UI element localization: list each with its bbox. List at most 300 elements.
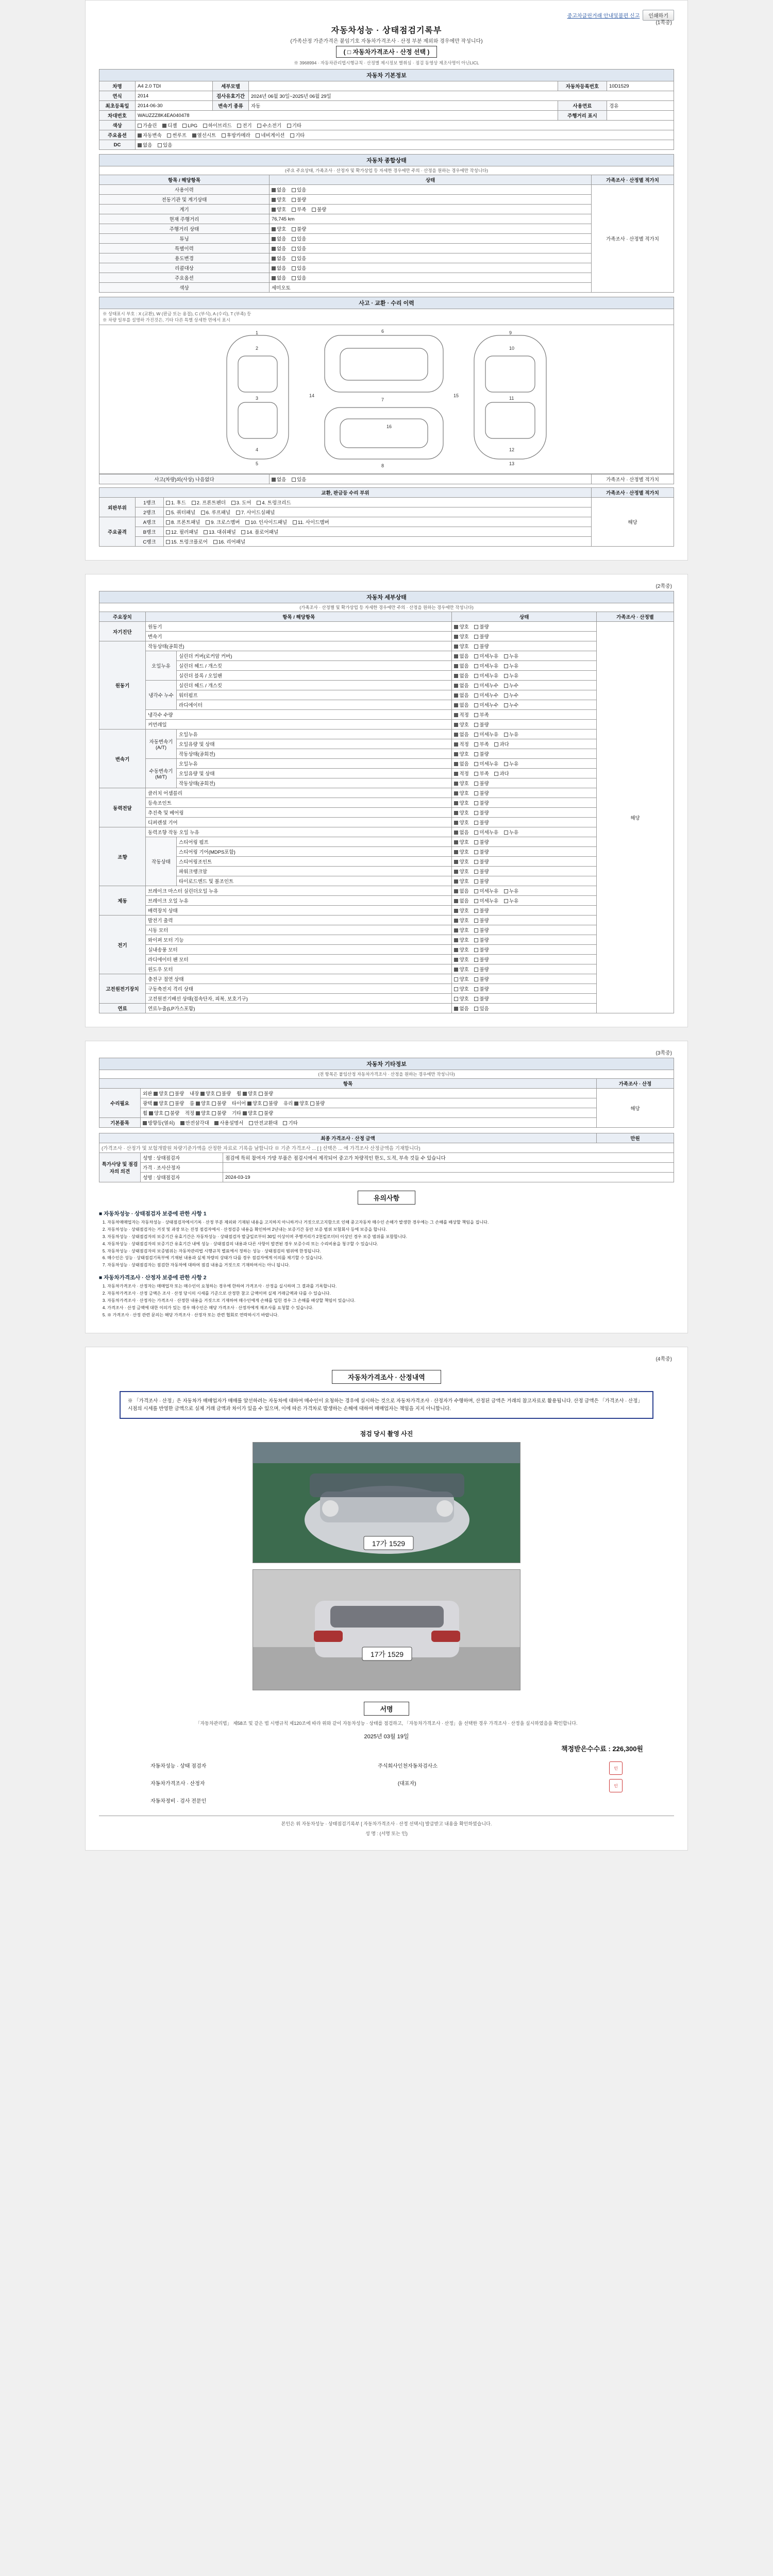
table-row (99, 121, 674, 130)
repair-items-B[interactable] (164, 527, 592, 537)
opt-d61-0[interactable]: 양호 (454, 926, 468, 934)
opt-o13[interactable]: 유리 양호 불량 (283, 1101, 325, 1107)
condition-label-1: 전동기관 및 계기상태 (99, 195, 270, 205)
opt-d32-1[interactable]: 불량 (474, 809, 489, 816)
opt-c0-1[interactable]: 있음 (292, 186, 306, 193)
opt-r1-0[interactable]: 1. 후드 (166, 499, 186, 506)
opt-c9-1[interactable]: 있음 (292, 274, 306, 281)
table-row (99, 720, 674, 730)
condition-label-9: 주요옵션 (99, 273, 270, 283)
opt-d20-1[interactable]: 미세누유 (474, 731, 498, 738)
opt-fuel-4[interactable]: 전기 (237, 122, 251, 129)
opt-fuel-5[interactable]: 수소전기 (257, 122, 281, 129)
opt-d61-1[interactable]: 불량 (474, 926, 489, 934)
opt-d23-0[interactable]: 없음 (454, 760, 468, 767)
fuel-option-group[interactable] (136, 121, 674, 130)
table-row (99, 1133, 674, 1143)
opt-d71-0[interactable]: 양호 (454, 985, 468, 992)
condition-label-2: 계기 (99, 205, 270, 214)
detail-opts-0-1[interactable] (452, 632, 597, 641)
detail-group-fuel: 연료 (99, 1004, 146, 1013)
opt-d15-1[interactable]: 미세누수 (474, 691, 498, 699)
terms-list-2 (107, 1283, 674, 1318)
page-toolbar (99, 10, 674, 21)
opt-d21-1[interactable]: 부족 (474, 740, 489, 748)
opt-d42-1[interactable]: 불량 (474, 848, 489, 855)
terms-item: 3. 자동차성능 · 상태점검자의 보증기간 유효기간은 자동차성능 · 상태점검자 발급일로부터 30일 이상이며 주행거리가 2천킬로미터 이상인 경우 보증 범위를 포함합니다. (107, 1234, 674, 1240)
signature-note: 「자동차관리법」 제58조 및 같은 법 시행규칙 제120조에 따라 위와 같이 자동차성능 · 상태를 점검하고, 「자동차가격조사 · 산정」을 선택한 경우 가격조사 · 산정을 실시하였음을 확인합니다. (195, 1721, 578, 1726)
opt-d64-1[interactable]: 불량 (474, 956, 489, 963)
condition-label-4: 주행거리 상태 (99, 224, 270, 234)
other-items-1[interactable] (141, 1098, 597, 1108)
opt-d64-0[interactable]: 양호 (454, 956, 468, 963)
opt-d01-0[interactable]: 양호 (454, 633, 468, 640)
dc-option-group[interactable] (136, 140, 674, 150)
opt-o11[interactable]: 룸 양호 불량 (190, 1101, 227, 1107)
accident-legend-table (99, 474, 674, 484)
detail-opts-5-0[interactable] (452, 886, 597, 896)
opt-acc-5[interactable]: 기타 (290, 131, 305, 139)
detail-sub-manual: 수동변속기(M/T) (146, 759, 177, 788)
detail-opts-5-1[interactable] (452, 896, 597, 906)
signer-row-1 (130, 1759, 643, 1777)
opt-c1-1[interactable]: 불량 (292, 196, 306, 203)
opt-o10[interactable]: 광택 양호 불량 (143, 1101, 184, 1107)
opt-d21-0[interactable]: 적정 (454, 740, 468, 748)
opt-acc-3[interactable]: 후방카메라 (222, 131, 250, 139)
opt-c5-0[interactable]: 없음 (272, 235, 286, 242)
opt-d12-1[interactable]: 미세누유 (474, 662, 498, 669)
table-row (99, 867, 674, 876)
condition-opts-7[interactable] (270, 253, 592, 263)
condition-section-title: 자동차 종합상태 (99, 154, 674, 166)
opt-d65-0[interactable]: 양호 (454, 965, 468, 973)
table-row (99, 837, 674, 847)
opt-d30-1[interactable]: 불량 (474, 789, 489, 796)
opt-r2-1[interactable]: 6. 루프패널 (201, 509, 230, 516)
detail-sub-auto: 자동변속기(A/T) (146, 730, 177, 759)
table-row (99, 857, 674, 867)
opt-d40-1[interactable]: 미세누유 (474, 828, 498, 836)
opt-c7-0[interactable]: 없음 (272, 255, 286, 262)
svg-text:12: 12 (509, 447, 515, 452)
opt-d12-0[interactable]: 없음 (454, 662, 468, 669)
opt-r1-2[interactable]: 3. 도어 (231, 499, 251, 506)
opt-c8-1[interactable]: 있음 (292, 264, 306, 272)
opt-d15-0[interactable]: 없음 (454, 691, 468, 699)
valuation-v-1 (223, 1163, 674, 1173)
opt-d42-0[interactable]: 양호 (454, 848, 468, 855)
opt-d80-0[interactable]: 없음 (454, 1005, 468, 1012)
table-row (99, 955, 674, 964)
opt-acc-none[interactable]: 없음 (272, 476, 286, 483)
opt-r1-3[interactable]: 4. 트렁크리드 (257, 499, 291, 506)
document-reference: ※ 3968994 · 자동차관리법시행규칙 · 산정별 제시정보 별취심 · 점검 동영상 제조사명이 아닌LICL (294, 60, 479, 65)
opt-d20-0[interactable]: 없음 (454, 731, 468, 738)
other-items-0[interactable] (141, 1089, 597, 1098)
opt-d11-1[interactable]: 미세누유 (474, 652, 498, 659)
condition-opts-4[interactable] (270, 224, 592, 234)
opt-d10-0[interactable]: 양호 (454, 642, 468, 650)
opt-o33[interactable]: 안전교환대 (249, 1119, 278, 1126)
label-options: 주요옵션 (99, 130, 136, 140)
detail-opts-2-3[interactable] (452, 759, 597, 769)
detail-opts-4-3[interactable] (452, 857, 597, 867)
opt-c4-0[interactable]: 양호 (272, 225, 286, 232)
detail-opts-6-5[interactable] (452, 964, 597, 974)
detail-opts-1-2[interactable] (452, 661, 597, 671)
opt-acc-2[interactable]: 열선시트 (192, 131, 216, 139)
accident-legend-opts[interactable] (270, 474, 592, 484)
opt-c7-1[interactable]: 있음 (292, 255, 306, 262)
opt-o30[interactable]: 방향등(열쇠) (143, 1119, 175, 1126)
opt-d72-0[interactable]: 양호 (454, 995, 468, 1002)
opt-d44-0[interactable]: 양호 (454, 868, 468, 875)
detail-sub-steering-op: 작동상태 (146, 837, 177, 886)
table-row (99, 827, 674, 837)
condition-opts-6[interactable] (270, 244, 592, 253)
opt-o20[interactable]: 휠 양호 불량 (143, 1111, 180, 1116)
detail-opts-2-2[interactable] (452, 749, 597, 759)
detail-opts-1-7[interactable] (452, 710, 597, 720)
table-row (99, 537, 674, 547)
detail-opts-0-0[interactable] (452, 622, 597, 632)
car-damage-diagram[interactable] (99, 325, 674, 474)
opt-d65-1[interactable]: 불량 (474, 965, 489, 973)
opt-d20-2[interactable]: 누유 (504, 731, 518, 738)
opt-d63-1[interactable]: 불량 (474, 946, 489, 953)
opt-d13-1[interactable]: 미세누유 (474, 672, 498, 679)
opt-r2-2[interactable]: 7. 사이드실패널 (236, 509, 275, 516)
detail-item-1-7: 냉각수 수량 (146, 710, 452, 720)
table-row (99, 964, 674, 974)
table-row (99, 788, 674, 798)
opt-o32[interactable]: 사용설명서 (214, 1119, 243, 1126)
opt-d62-1[interactable]: 불량 (474, 936, 489, 943)
detail-opts-1-3[interactable] (452, 671, 597, 681)
opt-d24-2[interactable]: 과다 (494, 770, 509, 777)
opt-o34[interactable]: 기타 (283, 1119, 297, 1126)
opt-d23-2[interactable]: 누유 (504, 760, 518, 767)
opt-d16-2[interactable]: 누수 (504, 701, 518, 708)
opt-d50-1[interactable]: 미세누유 (474, 887, 498, 894)
opt-d12-2[interactable]: 누유 (504, 662, 518, 669)
opt-d25-1[interactable]: 불량 (474, 779, 489, 787)
opt-d33-0[interactable]: 양호 (454, 819, 468, 826)
valuation-label: 특가사당 및 점검자의 의견 (99, 1153, 141, 1182)
opt-d32-0[interactable]: 양호 (454, 809, 468, 816)
table-row (99, 700, 674, 710)
detail-opts-1-6[interactable] (452, 700, 597, 710)
opt-d00-1[interactable]: 불량 (474, 623, 489, 630)
opt-d70-0[interactable]: 양호 (454, 975, 468, 982)
opt-rA-2[interactable]: 10. 인사이드패널 (245, 518, 287, 526)
detail-opts-4-4[interactable] (452, 867, 597, 876)
opt-d51-2[interactable]: 누유 (504, 897, 518, 904)
svg-text:2: 2 (256, 346, 259, 351)
detail-opts-6-4[interactable] (452, 955, 597, 964)
opt-d18-0[interactable]: 양호 (454, 721, 468, 728)
detail-opts-6-1[interactable] (452, 925, 597, 935)
condition-col-1: 상태 (270, 175, 592, 185)
repair-right-head: 가족조사 · 산정별 적가치 (592, 488, 674, 498)
detail-opts-7-1[interactable] (452, 984, 597, 994)
opt-c0-0[interactable]: 없음 (272, 186, 286, 193)
opt-d45-1[interactable]: 불량 (474, 877, 489, 885)
opt-d24-0[interactable]: 적정 (454, 770, 468, 777)
opt-d33-1[interactable]: 불량 (474, 819, 489, 826)
opt-d11-2[interactable]: 누유 (504, 652, 518, 659)
terms-item: 5. 자동차성능 · 상태점검자의 보증범위는 자동차관리법 시행규칙 별표에서 정하는 성능 · 상태점검의 범위에 한정됩니다. (107, 1248, 674, 1255)
opt-o01[interactable]: 내장 양호 불량 (190, 1091, 231, 1097)
detail-opts-1-4[interactable] (452, 681, 597, 690)
opt-d15-2[interactable]: 누수 (504, 691, 518, 699)
condition-opts-9[interactable] (270, 273, 592, 283)
table-row (99, 1153, 674, 1163)
repair-items-1[interactable] (164, 498, 592, 507)
opt-d14-0[interactable]: 없음 (454, 682, 468, 689)
condition-opts-1[interactable] (270, 195, 592, 205)
opt-c5-1[interactable]: 있음 (292, 235, 306, 242)
opt-fuel-0[interactable]: 가솔린 (138, 122, 157, 129)
opt-o00[interactable]: 외판 양호 불량 (143, 1091, 184, 1097)
opt-o31[interactable]: 안전삼각대 (180, 1119, 209, 1126)
detail-opts-1-8[interactable] (452, 720, 597, 730)
condition-opts-0[interactable] (270, 185, 592, 195)
repair-tier-2: 2랭크 (136, 507, 164, 517)
opt-d17-1[interactable]: 부족 (474, 711, 489, 718)
opt-fuel-6[interactable]: 기타 (287, 122, 301, 129)
price-page-title: 자동차가격조사 · 산정내역 (332, 1370, 441, 1384)
opt-d60-1[interactable]: 불량 (474, 917, 489, 924)
opt-rC-0[interactable]: 15. 트렁크플로어 (166, 538, 208, 545)
opt-dc-0[interactable]: 없음 (138, 141, 152, 148)
repair-items-C[interactable] (164, 537, 592, 547)
opt-d14-1[interactable]: 미세누수 (474, 682, 498, 689)
detail-opts-2-5[interactable] (452, 778, 597, 788)
opt-acc-yes[interactable]: 있음 (292, 476, 306, 483)
opt-rA-1[interactable]: 9. 크로스멤버 (206, 518, 240, 526)
opt-d24-1[interactable]: 부족 (474, 770, 489, 777)
clean-trade-link[interactable]: 중고차클린거래 안내및불편 신고 (567, 13, 640, 19)
condition-col-0: 항목 / 해당항목 (99, 175, 270, 185)
detail-opts-7-0[interactable] (452, 974, 597, 984)
opt-c6-0[interactable]: 없음 (272, 245, 286, 252)
condition-opts-8[interactable] (270, 263, 592, 273)
detail-opts-3-0[interactable] (452, 788, 597, 798)
opt-fuel-1[interactable]: 디젤 (162, 122, 177, 129)
opt-d44-1[interactable]: 불량 (474, 868, 489, 875)
other-items-3[interactable] (141, 1118, 597, 1128)
table-row (99, 527, 674, 537)
detail-group-steering: 조향 (99, 827, 146, 886)
opt-d16-1[interactable]: 미세누수 (474, 701, 498, 708)
condition-label-0: 사용이력 (99, 185, 270, 195)
detail-group-power: 동력전달 (99, 788, 146, 827)
opt-o21[interactable]: 적정 양호 불량 (184, 1111, 227, 1116)
opt-c1-0[interactable]: 양호 (272, 196, 286, 203)
detail-opts-3-3[interactable] (452, 818, 597, 827)
condition-opts-5[interactable] (270, 234, 592, 244)
opt-c2-1[interactable]: 부족 (292, 206, 306, 213)
terms-heading-2: ■ 자동차가격조사 · 산정자 보증에 관한 사항 2 (99, 1275, 207, 1281)
repair-section-title: 교환, 판금등 수리 부위 (99, 488, 592, 498)
opt-dc-1[interactable]: 있음 (158, 141, 172, 148)
opt-c4-1[interactable]: 불량 (292, 225, 306, 232)
repair-items-2[interactable] (164, 507, 592, 517)
opt-d71-1[interactable]: 불량 (474, 985, 489, 992)
opt-d72-1[interactable]: 불량 (474, 995, 489, 1002)
valuation-table (99, 1133, 674, 1182)
opt-d23-1[interactable]: 미세누유 (474, 760, 498, 767)
detail-sub-oilleak: 오일누유 (146, 651, 177, 681)
opt-rB-2[interactable]: 14. 플로어패널 (241, 528, 278, 535)
detail-group-transmission: 변속기 (99, 730, 146, 788)
opt-d30-0[interactable]: 양호 (454, 789, 468, 796)
signer-assoc-2: (대표자) (397, 1781, 416, 1787)
other-items-2[interactable] (141, 1108, 597, 1118)
detail-opts-4-1[interactable] (452, 837, 597, 847)
opt-fuel-2[interactable]: LPG (182, 123, 197, 129)
valuation-title: 최종 가격조사 · 산정 금액 (99, 1133, 597, 1143)
opt-r2-0[interactable]: 5. 쿼터패널 (166, 509, 195, 516)
repair-tier-1: 1랭크 (136, 498, 164, 507)
opt-d62-0[interactable]: 양호 (454, 936, 468, 943)
opt-d13-0[interactable]: 없음 (454, 672, 468, 679)
detail-opts-2-1[interactable] (452, 739, 597, 749)
detail-opts-6-3[interactable] (452, 945, 597, 955)
detail-opts-4-2[interactable] (452, 847, 597, 857)
detail-item-1-6: 라디에이터 (177, 700, 452, 710)
opt-acc-4[interactable]: 네비게이션 (256, 131, 284, 139)
opt-c9-0[interactable]: 없음 (272, 274, 286, 281)
opt-d21-2[interactable]: 과다 (494, 740, 509, 748)
opt-d22-1[interactable]: 불량 (474, 750, 489, 757)
opt-d63-0[interactable]: 양호 (454, 946, 468, 953)
opt-d10-1[interactable]: 불량 (474, 642, 489, 650)
detail-opts-4-5[interactable] (452, 876, 597, 886)
table-row (99, 710, 674, 720)
opt-acc-1[interactable]: 썬루프 (167, 131, 187, 139)
opt-o12[interactable]: 타이어 양호 불량 (231, 1101, 278, 1107)
opt-d01-1[interactable]: 불량 (474, 633, 489, 640)
opt-d50-2[interactable]: 누유 (504, 887, 518, 894)
opt-d40-2[interactable]: 누유 (504, 828, 518, 836)
opt-o02[interactable]: 휠 양호 불량 (237, 1091, 274, 1097)
opt-d51-1[interactable]: 미세누유 (474, 897, 498, 904)
opt-d31-1[interactable]: 불량 (474, 799, 489, 806)
detail-opts-3-1[interactable] (452, 798, 597, 808)
svg-text:4: 4 (256, 447, 259, 452)
opt-d80-1[interactable]: 있음 (474, 1005, 489, 1012)
opt-rA-0[interactable]: 8. 프론트패널 (166, 518, 200, 526)
svg-text:10: 10 (509, 346, 515, 351)
table-row (99, 488, 674, 498)
table-row (99, 283, 674, 293)
other-right-value: 해당 (597, 1089, 674, 1128)
opt-d51-0[interactable]: 없음 (454, 897, 468, 904)
opt-d41-1[interactable]: 불량 (474, 838, 489, 845)
detail-item-7-0: 충전구 절연 상태 (146, 974, 452, 984)
detail-opts-6-2[interactable] (452, 935, 597, 945)
opt-d43-1[interactable]: 불량 (474, 858, 489, 865)
opt-d31-0[interactable]: 양호 (454, 799, 468, 806)
opt-rB-0[interactable]: 12. 필러패널 (166, 528, 198, 535)
opt-d52-1[interactable]: 불량 (474, 907, 489, 914)
detail-opts-2-0[interactable] (452, 730, 597, 739)
opt-d17-0[interactable]: 적정 (454, 711, 468, 718)
table-row (99, 1118, 674, 1128)
repair-items-A[interactable] (164, 517, 592, 527)
opt-rA-3[interactable]: 11. 사이드멤버 (293, 518, 329, 526)
condition-opts-2[interactable] (270, 205, 592, 214)
opt-d52-0[interactable]: 양호 (454, 907, 468, 914)
table-row (99, 945, 674, 955)
detail-opts-8-0[interactable] (452, 1004, 597, 1013)
detail-opts-2-4[interactable] (452, 769, 597, 778)
opt-d43-0[interactable]: 양호 (454, 858, 468, 865)
opt-d00-0[interactable]: 양호 (454, 623, 468, 630)
detail-item-2-3: 오일누유 (177, 759, 452, 769)
opt-o22[interactable]: 기타 양호 불량 (231, 1111, 274, 1116)
opt-acc-0[interactable]: 자동변속 (138, 131, 162, 139)
opt-d25-0[interactable]: 양호 (454, 779, 468, 787)
detail-opts-1-5[interactable] (452, 690, 597, 700)
valuation-k1-2: 성명 : 상태점검자 (141, 1173, 223, 1182)
opt-d22-0[interactable]: 양호 (454, 750, 468, 757)
price-survey-checkbox-title[interactable]: ( □ 자동차가격조사 · 산정 선택 ) (336, 46, 438, 58)
detail-opts-7-2[interactable] (452, 994, 597, 1004)
opt-fuel-3[interactable]: 하이브리드 (203, 122, 232, 129)
opt-d13-2[interactable]: 누유 (504, 672, 518, 679)
condition-table (99, 175, 674, 293)
opt-d45-0[interactable]: 양호 (454, 877, 468, 885)
opt-d60-0[interactable]: 양호 (454, 917, 468, 924)
detail-opts-1-0[interactable] (452, 641, 597, 651)
table-row (99, 974, 674, 984)
repair-right-value: 해당 (592, 498, 674, 547)
opt-d11-0[interactable]: 없음 (454, 652, 468, 659)
detail-opts-4-0[interactable] (452, 827, 597, 837)
opt-r1-1[interactable]: 2. 프론트펜더 (192, 499, 226, 506)
detail-opts-3-2[interactable] (452, 808, 597, 818)
svg-text:5: 5 (256, 461, 259, 466)
detail-opts-5-2[interactable] (452, 906, 597, 916)
condition-label-5: 튜닝 (99, 234, 270, 244)
opt-d14-2[interactable]: 누수 (504, 682, 518, 689)
opt-d70-1[interactable]: 불량 (474, 975, 489, 982)
table-row (99, 214, 674, 224)
opt-c2-2[interactable]: 불량 (312, 206, 326, 213)
detail-opts-1-1[interactable] (452, 651, 597, 661)
detail-opts-6-0[interactable] (452, 916, 597, 925)
opt-c6-1[interactable]: 있음 (292, 245, 306, 252)
opt-d40-0[interactable]: 없음 (454, 828, 468, 836)
opt-rC-1[interactable]: 16. 리어패널 (213, 538, 246, 545)
opt-d41-0[interactable]: 양호 (454, 838, 468, 845)
valuation-k1-1: 가격 · 조사산정자 (141, 1163, 223, 1173)
opt-c2-0[interactable]: 양호 (272, 206, 286, 213)
opt-c8-0[interactable]: 없음 (272, 264, 286, 272)
option-group[interactable] (136, 130, 674, 140)
terms-item: 4. 자동차성능 · 상태점검자의 보증기간 유효기간 내에 성능 · 상태점검의 내용과 다른 사항이 발견된 경우 보증수리 또는 수리비용을 청구할 수 있습니다. (107, 1241, 674, 1247)
print-button[interactable]: 인쇄하기 (643, 10, 674, 21)
opt-d18-1[interactable]: 불량 (474, 721, 489, 728)
opt-d16-0[interactable]: 없음 (454, 701, 468, 708)
opt-d50-0[interactable]: 없음 (454, 887, 468, 894)
opt-rB-1[interactable]: 13. 대쉬패널 (204, 528, 236, 535)
detail-group-selfdiag: 자기진단 (99, 622, 146, 641)
